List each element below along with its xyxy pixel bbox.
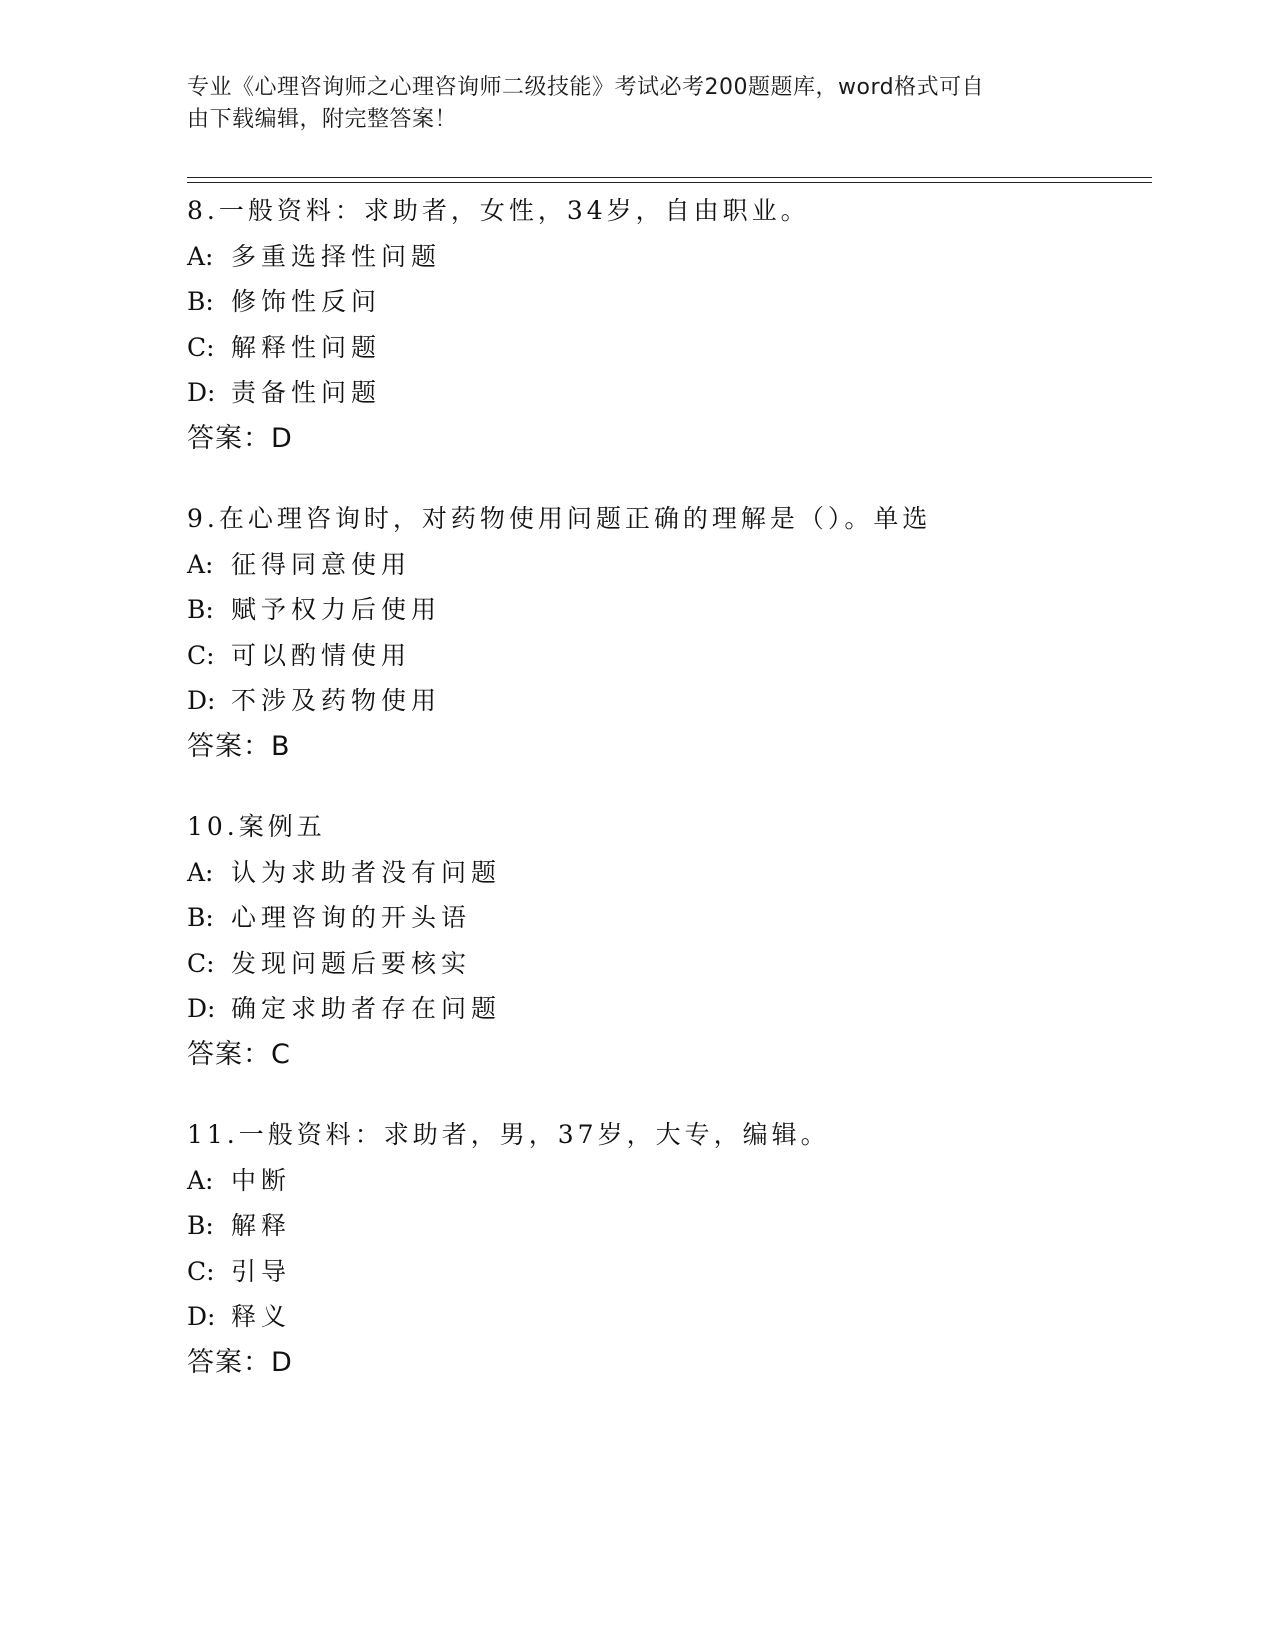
question-9 — [187, 496, 1147, 769]
option-c — [187, 325, 1147, 371]
option-text: 解释性问题 — [231, 332, 382, 362]
option-text: 确定求助者存在问题 — [231, 994, 502, 1023]
option-text: 中断 — [231, 1165, 292, 1195]
option-text: 解释 — [231, 1211, 292, 1240]
option-d — [187, 1294, 1147, 1340]
question-stem: 8.一般资料：求助者，女性，34岁，自由职业。 — [187, 196, 810, 225]
option-text: 可以酌情使用 — [231, 640, 412, 670]
option-letter: A: — [187, 857, 214, 887]
option-text: 多重选择性问题 — [231, 241, 442, 271]
header-line-1: 专业《心理咨询师之心理咨询师二级技能》考试必考200题题库，word格式可自 — [187, 75, 985, 100]
option-letter: B: — [187, 1211, 214, 1240]
header-divider-top — [187, 177, 1152, 178]
option-letter: D: — [187, 1302, 216, 1331]
header-line-2: 由下载编辑，附完整答案！ — [187, 107, 458, 132]
option-text: 赋予权力后使用 — [231, 595, 442, 624]
option-text: 征得同意使用 — [231, 549, 412, 579]
answer-line: 答案：C — [187, 1038, 291, 1070]
option-letter: C: — [187, 332, 215, 362]
option-text: 释义 — [231, 1302, 292, 1331]
header-divider-bottom — [187, 182, 1152, 183]
question-list — [187, 188, 1147, 1420]
option-b — [187, 587, 1147, 633]
option-text: 修饰性反问 — [231, 287, 382, 316]
option-a — [187, 1158, 1147, 1204]
option-letter: C: — [187, 1256, 215, 1286]
question-11 — [187, 1112, 1147, 1385]
option-text: 认为求助者没有问题 — [231, 857, 502, 887]
question-10 — [187, 804, 1147, 1077]
option-c — [187, 1249, 1147, 1295]
answer-line: 答案：D — [187, 422, 293, 454]
option-letter: A: — [187, 1165, 214, 1195]
option-b — [187, 895, 1147, 941]
option-letter: D: — [187, 686, 216, 715]
option-letter: C: — [187, 640, 215, 670]
option-b — [187, 1203, 1147, 1249]
option-a — [187, 234, 1147, 280]
question-stem: 11.一般资料：求助者，男，37岁，大专，编辑。 — [187, 1120, 830, 1149]
answer-line: 答案：B — [187, 730, 291, 762]
option-d — [187, 678, 1147, 724]
option-a — [187, 850, 1147, 896]
question-stem: 10.案例五 — [187, 812, 326, 841]
answer-line: 答案：D — [187, 1346, 293, 1378]
question-stem: 9.在心理咨询时，对药物使用问题正确的理解是（）。单选 — [187, 504, 932, 533]
option-b — [187, 279, 1147, 325]
document-header — [187, 72, 1067, 136]
option-letter: B: — [187, 903, 214, 932]
option-letter: A: — [187, 241, 214, 271]
option-letter: C: — [187, 948, 215, 978]
option-d — [187, 370, 1147, 416]
option-d — [187, 986, 1147, 1032]
option-letter: B: — [187, 287, 214, 316]
question-8 — [187, 188, 1147, 461]
option-text: 心理咨询的开头语 — [231, 903, 472, 932]
option-text: 不涉及药物使用 — [231, 686, 442, 715]
option-text: 引导 — [231, 1256, 292, 1286]
option-text: 发现问题后要核实 — [231, 948, 472, 978]
option-c — [187, 633, 1147, 679]
option-letter: B: — [187, 595, 214, 624]
option-letter: D: — [187, 994, 216, 1023]
option-letter: A: — [187, 549, 214, 579]
option-c — [187, 941, 1147, 987]
option-text: 责备性问题 — [231, 378, 382, 407]
option-a — [187, 542, 1147, 588]
option-letter: D: — [187, 378, 216, 407]
